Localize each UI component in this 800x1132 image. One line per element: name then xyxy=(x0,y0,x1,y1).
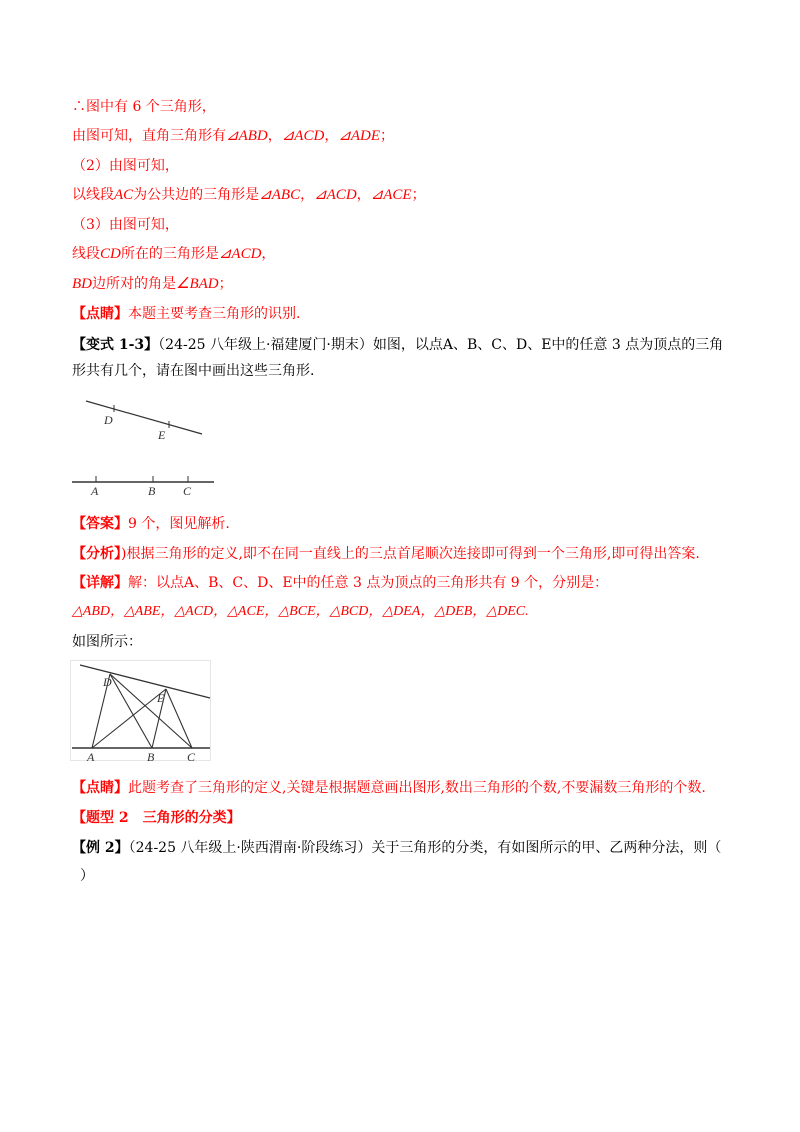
figure-triangles-diagram xyxy=(70,660,215,765)
punctuation: ； xyxy=(218,276,233,292)
segment-ac: AC xyxy=(114,187,134,203)
triangle-acd: ⊿ACD xyxy=(218,246,262,262)
triangle-list-text: △ABD，△ABE，△ACD，△ACE，△BCE，△BCD，△DEA，△DEB，△DEC. xyxy=(72,604,529,619)
example-close-paren: ） xyxy=(80,868,94,884)
triangle-acd: ⊿ACD xyxy=(281,128,325,144)
section-title: 【题型 2 三角形的分类】 xyxy=(72,810,241,826)
label-a: A xyxy=(87,750,95,764)
solution-line-2: 由图可知，直角三角形有⊿ABD，⊿ACD，⊿ADE； xyxy=(72,128,395,144)
analysis-tag: 【分析】 xyxy=(72,546,121,562)
comment-text: 此题考查了三角形的定义,关键是根据题意画出图形,数出三角形的个数,不要漏数三角形的个数. xyxy=(128,780,706,796)
variant-question xyxy=(72,332,732,384)
text-part-3: （3）由图可知， xyxy=(72,217,179,233)
label-b: B xyxy=(147,750,155,764)
example-question xyxy=(72,838,732,858)
text-opposite-angle: 边所对的角是 xyxy=(92,276,176,292)
comment-tag: 【点睛】 xyxy=(72,780,128,796)
answer-text: 9 个，图见解析. xyxy=(128,516,230,532)
solution-line-3 xyxy=(72,156,732,176)
triangle-abd: ⊿ABD xyxy=(226,128,268,144)
triangle-abc: ⊿ABC xyxy=(259,187,301,203)
text-part-2: （2）由图可知， xyxy=(72,158,179,174)
punctuation: ， xyxy=(261,246,276,262)
triangle-acd: ⊿ACD xyxy=(314,187,357,203)
detail-text: 解：以点A、B、C、D、E中的任意 3 点为顶点的三角形共有 9 个，分别是： xyxy=(128,575,609,591)
solution-line-1 xyxy=(72,97,732,117)
as-shown-line xyxy=(72,632,732,652)
triangle-list xyxy=(72,602,732,622)
solution-line-5 xyxy=(72,215,732,235)
example-tag: 【例 2】 xyxy=(72,840,129,856)
analysis-text: )根据三角形的定义,即不在同一直线上的三点首尾顺次连接即可得到一个三角形,即可得出答案. xyxy=(121,546,700,562)
triangle-ace: ⊿ACE xyxy=(370,187,412,203)
figure-points-diagram xyxy=(66,395,226,500)
answer-line xyxy=(72,514,732,534)
detail-line xyxy=(72,573,732,593)
variant-text: （24-25 八年级上·福建厦门·期末）如图，以点A、B、C、D、E中的任意 3 点为顶点的三角形共有几个，请在图中画出这些三角形. xyxy=(72,337,724,379)
detail-tag: 【详解】 xyxy=(72,575,128,591)
punctuation: ； xyxy=(380,128,395,144)
comment-line-1 xyxy=(72,304,732,324)
label-c: C xyxy=(187,750,196,764)
label-b: B xyxy=(148,484,156,498)
label-d: D xyxy=(104,413,113,427)
label-e: E xyxy=(158,428,166,442)
text-triangle-of: 所在的三角形是 xyxy=(120,246,219,262)
variant-tag: 【变式 1-3】 xyxy=(72,337,159,353)
comment-text: 本题主要考查三角形的识别. xyxy=(128,306,301,322)
solution-line-7 xyxy=(72,274,732,294)
segment-bd: BD xyxy=(72,276,92,292)
text-common-side: 为公共边的三角形是 xyxy=(133,187,260,203)
answer-tag: 【答案】 xyxy=(72,516,128,532)
line-de xyxy=(80,665,210,698)
solution-line-4: 以线段AC为公共边的三角形是⊿ABC，⊿ACD，⊿ACE； xyxy=(72,187,426,203)
text-six-triangles: ∴图中有 6 个三角形， xyxy=(72,99,216,115)
comment-tag: 【点睛】 xyxy=(72,306,128,322)
label-d: D xyxy=(103,675,112,689)
text-right-triangles: 由图可知，直角三角形有 xyxy=(72,128,226,144)
solution-line-6 xyxy=(72,244,732,264)
section-heading xyxy=(72,808,732,828)
segment-cd: CD xyxy=(100,246,121,262)
label-a: A xyxy=(91,484,99,498)
label-e: E xyxy=(157,691,165,705)
comment-line-2 xyxy=(72,778,732,798)
as-shown-text: 如图所示： xyxy=(72,634,142,650)
label-c: C xyxy=(183,484,192,498)
example-question-close xyxy=(80,866,740,886)
text-segment: 以线段 xyxy=(72,187,114,203)
example-text: （24-25 八年级上·陕西渭南·阶段练习）关于三角形的分类，有如图所示的甲、乙两种分法，则（ xyxy=(128,840,722,856)
triangle-ade: ⊿ADE xyxy=(338,128,381,144)
text-segment: 线段 xyxy=(72,246,100,262)
angle-bad: ∠BAD xyxy=(176,276,219,292)
punctuation: ； xyxy=(411,187,426,203)
analysis-line xyxy=(72,544,732,564)
